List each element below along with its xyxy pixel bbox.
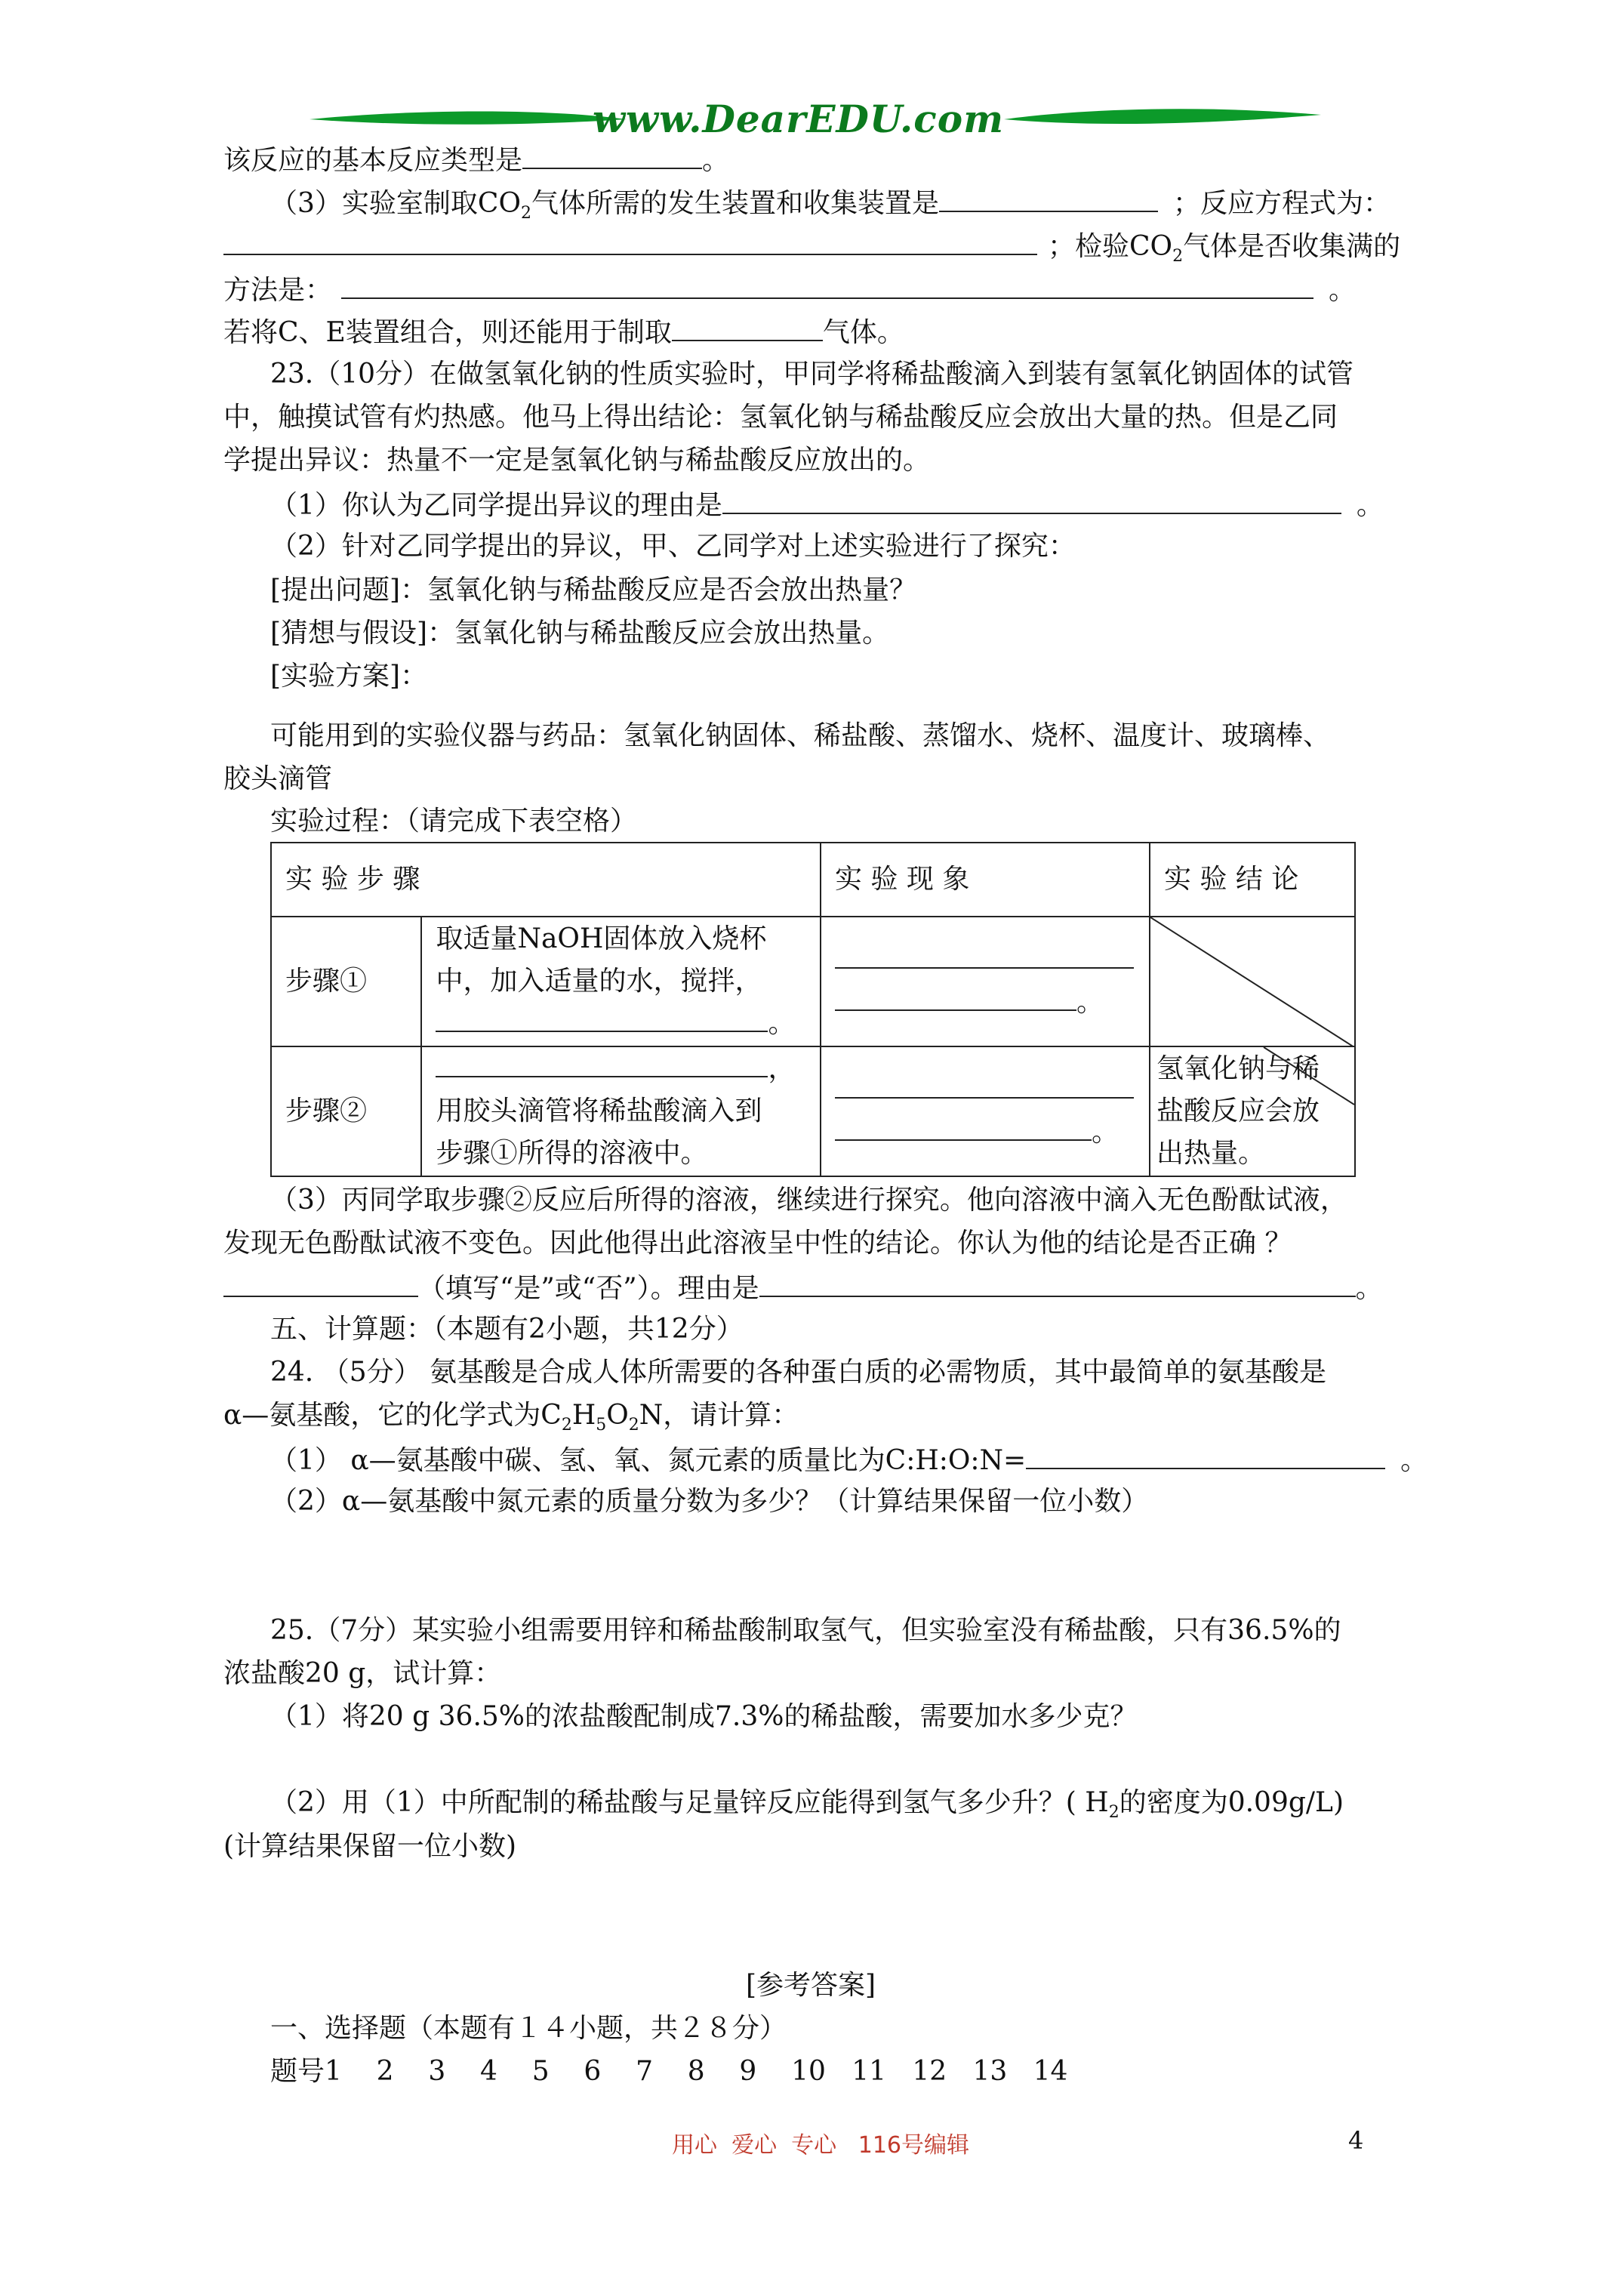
text-line xyxy=(223,314,904,350)
cell-text: 。 xyxy=(1076,987,1104,1018)
answer-blank[interactable] xyxy=(835,1070,1134,1099)
question-text: 浓盐酸20 g，试计算： xyxy=(223,1658,502,1689)
section-heading: 一、选择题（本题有１４小题，共２８分） xyxy=(270,2013,787,2044)
subscript: 2 xyxy=(561,1416,572,1435)
question-text: 中，触摸试管有灼热感。他马上得出结论：氢氧化钠与稀盐酸反应会放出大量的热。但是乙同 xyxy=(223,402,1338,433)
line-text: 。 xyxy=(1400,1445,1428,1476)
phenomenon-cell xyxy=(821,1046,1150,1176)
line-text: 方法是： xyxy=(223,275,333,306)
cell-text: 。 xyxy=(768,1008,796,1039)
subscript: 2 xyxy=(1172,247,1184,266)
phenomenon-cell xyxy=(821,917,1150,1046)
answer-blank[interactable] xyxy=(436,1049,768,1077)
cell-text: 氢氧化钠与稀 xyxy=(1156,1053,1320,1084)
text-line xyxy=(270,1786,1344,1820)
line-text: O xyxy=(606,1400,629,1431)
line-text: 气体所需的发生装置和收集装置是 xyxy=(531,188,939,219)
footer-text: 用心 爱心 专心 116号编辑 xyxy=(672,2132,970,2159)
question-text: （1）将20 g 36.5%的浓盐酸配制成7.3%的稀盐酸，需要加水多少克？ xyxy=(270,1701,1138,1732)
line-text: （2）用（1）中所配制的稀盐酸与足量锌反应能得到氢气多少升？( H xyxy=(270,1787,1109,1818)
section-heading: 五、计算题：（本题有2小题，共12分） xyxy=(270,1314,744,1345)
text-line xyxy=(223,1399,799,1435)
line-text: H xyxy=(571,1400,596,1431)
line-text: α—氨基酸，它的化学式为C xyxy=(223,1400,562,1431)
header-phenomenon: 实 验 现 象 xyxy=(821,843,1150,917)
question-text: （2）针对乙同学提出的异议，甲、乙同学对上述实验进行了探究： xyxy=(270,531,1076,562)
question-text: 发现无色酚酞试液不变色。因此他得出此溶液呈中性的结论。你认为他的结论是否正确 ？ xyxy=(223,1228,1292,1259)
answer-blank[interactable] xyxy=(341,272,1313,299)
line-text: 。 xyxy=(1329,275,1357,306)
question-text: 23.（10分）在做氢氧化钠的性质实验时，甲同学将稀盐酸滴入到装有氢氧化钠固体的试管 xyxy=(270,359,1354,390)
answer-blank[interactable] xyxy=(1026,1442,1385,1469)
line-text: N，请计算： xyxy=(639,1400,799,1431)
cell-line xyxy=(436,1003,806,1045)
line-text: 若将C、E装置组合，则还能用于制取 xyxy=(223,317,672,348)
subscript: 5 xyxy=(596,1416,607,1435)
line-text: （1） α—氨基酸中碳、氢、氧、氮元素的质量比为C:H:O:N= xyxy=(270,1445,1027,1476)
line-text: 气体是否收集满的 xyxy=(1183,231,1401,262)
table-row xyxy=(271,917,1355,1046)
answer-blank[interactable] xyxy=(835,982,1076,1011)
text-line xyxy=(270,1442,1427,1478)
text-line xyxy=(223,272,1356,307)
line-text: 的密度为0.09g/L) xyxy=(1119,1787,1344,1818)
question-text: 实验过程：（请完成下表空格） xyxy=(270,806,638,837)
step-label: 步骤① xyxy=(271,917,421,1046)
cell-text: 盐酸反应会放 xyxy=(1156,1096,1320,1126)
text-line xyxy=(223,1270,1383,1305)
question-text: 胶头滴管 xyxy=(223,763,333,794)
line-text: 气体。 xyxy=(822,317,904,348)
text-line xyxy=(223,142,729,177)
line-text: 。 xyxy=(1356,490,1384,521)
step-label: 步骤② xyxy=(271,1046,421,1176)
answer-blank[interactable] xyxy=(835,940,1134,969)
table-header-row xyxy=(271,843,1355,917)
line-text: ；反应方程式为： xyxy=(1172,188,1390,219)
right-swoosh-icon xyxy=(1004,109,1321,124)
cell-text: 出热量。 xyxy=(1156,1138,1266,1169)
table-row xyxy=(271,1046,1355,1176)
answer-blank[interactable] xyxy=(759,1270,1356,1297)
conclusion-cell xyxy=(1150,1046,1355,1176)
answer-blank[interactable] xyxy=(939,185,1158,212)
question-text: [提出问题]：氢氧化钠与稀盐酸反应是否会放出热量？ xyxy=(270,575,917,606)
diagonal-cell xyxy=(1150,917,1355,1046)
site-logo[interactable]: www.DearEDU.com xyxy=(593,97,1005,141)
subscript: 2 xyxy=(520,204,531,223)
line-text: （3）实验室制取CO xyxy=(270,188,521,219)
text-line xyxy=(270,185,1390,223)
subscript: 2 xyxy=(1108,1803,1119,1822)
answer-number-row: 题号1 2 3 4 5 6 7 8 9 10 11 12 13 14 xyxy=(270,2056,1068,2087)
answer-blank[interactable] xyxy=(223,228,1037,255)
question-text: （3）丙同学取步骤②反应后所得的溶液，继续进行探究。他向溶液中滴入无色酚酞试液， xyxy=(270,1185,1347,1216)
question-text: 可能用到的实验仪器与药品：氢氧化钠固体、稀盐酸、蒸馏水、烧杯、温度计、玻璃棒、 xyxy=(270,720,1331,751)
header-conclusion: 实 验 结 论 xyxy=(1150,843,1355,917)
line-text: 。 xyxy=(1355,1273,1383,1304)
line-text: 。 xyxy=(702,145,730,176)
line-text: ；检验CO xyxy=(1048,231,1173,262)
page-number: 4 xyxy=(1348,2126,1364,2155)
diagonal-line-end xyxy=(1150,1047,1354,1108)
header-steps: 实 验 步 骤 xyxy=(271,843,821,917)
cell-text: 中，加入适量的水，搅拌， xyxy=(436,966,762,997)
question-text: (计算结果保留一位小数) xyxy=(223,1831,517,1862)
answer-blank[interactable] xyxy=(672,314,823,341)
subscript: 2 xyxy=(628,1416,639,1435)
text-line xyxy=(223,228,1400,264)
diagonal-line xyxy=(1150,917,1354,1047)
question-text: 25.（7分）某实验小组需要用锌和稀盐酸制取氢气，但实验室没有稀盐酸，只有36.5%的 xyxy=(270,1615,1341,1646)
answer-blank[interactable] xyxy=(835,1112,1092,1141)
answer-blank[interactable] xyxy=(522,142,702,169)
cell-text: 取适量NaOH固体放入烧杯 xyxy=(436,923,767,954)
cell-text: 。 xyxy=(1092,1117,1119,1148)
answer-blank[interactable] xyxy=(436,1003,768,1032)
question-text: 学提出异议：热量不一定是氢氧化钠与稀盐酸反应放出的。 xyxy=(223,445,931,476)
line-text: （填写“是”或“否”）。理由是 xyxy=(418,1273,759,1304)
answer-blank[interactable] xyxy=(722,487,1341,514)
line-text: （1）你认为乙同学提出异议的理由是 xyxy=(270,490,722,521)
experiment-table xyxy=(270,842,1356,1177)
question-text: 24. （5分） 氨基酸是合成人体所需要的各种蛋白质的必需物质，其中最简单的氨基酸是 xyxy=(270,1357,1327,1388)
cell-text: ， xyxy=(768,1053,796,1084)
left-swoosh-icon xyxy=(310,111,627,124)
question-text: [实验方案]： xyxy=(270,661,428,692)
question-text: [猜想与假设]：氢氧化钠与稀盐酸反应会放出热量。 xyxy=(270,618,890,649)
line-text: 该反应的基本反应类型是 xyxy=(223,145,523,176)
step-content xyxy=(421,1046,821,1176)
question-text: （2）α—氨基酸中氮元素的质量分数为多少？（计算结果保留一位小数） xyxy=(270,1486,1149,1517)
cell-text: 步骤①所得的溶液中。 xyxy=(436,1138,708,1169)
text-line xyxy=(270,487,1384,522)
answer-key-title: [参考答案] xyxy=(746,1970,876,2001)
step-content xyxy=(421,917,821,1046)
answer-blank[interactable] xyxy=(223,1270,418,1297)
cell-text: 用胶头滴管将稀盐酸滴入到 xyxy=(436,1096,762,1126)
